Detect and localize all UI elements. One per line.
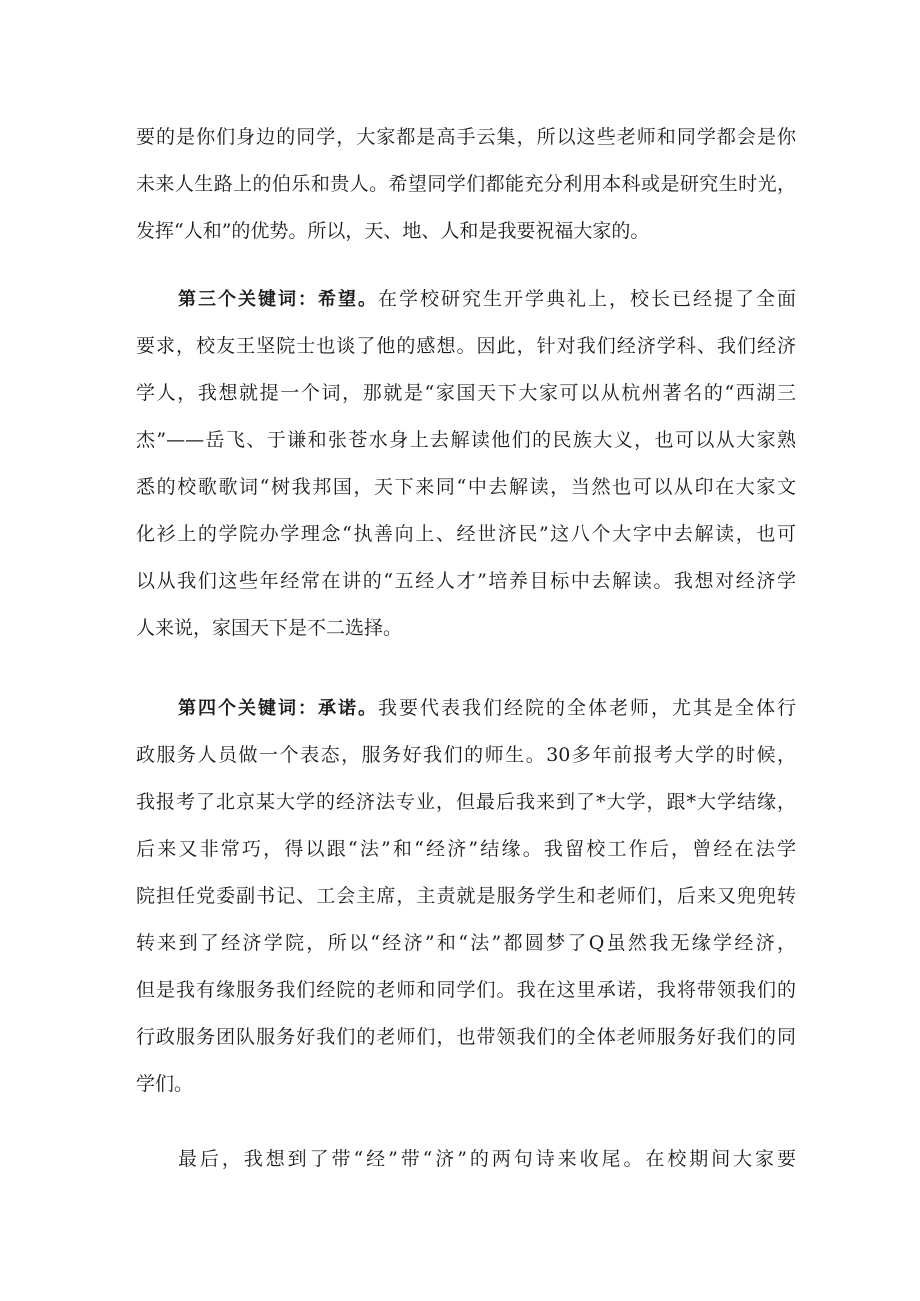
text-line: 学们。 bbox=[136, 1073, 194, 1095]
text-line: 发挥“人和”的优势。所以，天、地、人和是我要祝福大家的。 bbox=[136, 220, 650, 242]
keyword-heading: 第四个关键词：承诺。 bbox=[178, 698, 378, 719]
text-line-content: 在学校研究生开学典礼上，校长已经提了全面 bbox=[378, 288, 796, 310]
text-line-content: 我要代表我们经院的全体老师，尤其是全体行 bbox=[378, 697, 796, 719]
text-line: 悉的校歌歌词“树我邦国，天下来同“中去解读，当然也可以从印在大家文 bbox=[136, 476, 796, 498]
text-line: 未来人生路上的伯乐和贵人。希望同学们都能充分利用本科或是研究生时光， bbox=[136, 173, 796, 195]
text-line-first bbox=[136, 276, 796, 323]
paragraph-continuation bbox=[136, 114, 796, 255]
text-line: 行政服务团队服务好我们的老师们，也带领我们的全体老师服务好我们的同 bbox=[136, 1026, 796, 1048]
text-line: 我报考了北京某大学的经济法专业，但最后我来到了*大学，跟*大学结缘， bbox=[136, 791, 796, 813]
text-line: 杰”——岳飞、于谦和张苍水身上去解读他们的民族大义，也可以从大家熟 bbox=[136, 429, 796, 451]
text-line: 要的是你们身边的同学，大家都是高手云集，所以这些老师和同学都会是你 bbox=[136, 126, 796, 148]
paragraph-keyword-four bbox=[136, 685, 796, 1108]
paragraph-closing bbox=[136, 1136, 796, 1183]
text-line: 人来说，家国天下是不二选择。 bbox=[136, 617, 403, 639]
text-line: 转来到了经济学院，所以“经济”和“法”都圆梦了Q虽然我无缘学经济， bbox=[136, 932, 796, 954]
text-line-first bbox=[136, 685, 796, 732]
text-line: 最后，我想到了带“经”带“济”的两句诗来收尾。在校期间大家要 bbox=[178, 1148, 796, 1170]
text-line: 但是我有缘服务我们经院的老师和同学们。我在这里承诺，我将带领我们的 bbox=[136, 979, 796, 1001]
keyword-heading: 第三个关键词：希望。 bbox=[178, 289, 378, 310]
text-line: 学人，我想就提一个词，那就是“家国天下大家可以从杭州著名的“西湖三 bbox=[136, 382, 796, 404]
text-line: 院担任党委副书记、工会主席，主责就是服务学生和老师们，后来又兜兜转 bbox=[136, 885, 796, 907]
text-line: 以从我们这些年经常在讲的“五经人才”培养目标中去解读。我想对经济学 bbox=[136, 570, 796, 592]
text-line: 后来又非常巧，得以跟“法”和“经济”结缘。我留校工作后，曾经在法学 bbox=[136, 838, 796, 860]
text-line: 政服务人员做一个表态，服务好我们的师生。30多年前报考大学的时候， bbox=[136, 744, 796, 766]
paragraph-keyword-three bbox=[136, 276, 796, 652]
text-line: 要求，校友王坚院士也谈了他的感想。因此，针对我们经济学科、我们经济 bbox=[136, 335, 796, 357]
text-line: 化衫上的学院办学理念“执善向上、经世济民”这八个大字中去解读，也可 bbox=[136, 523, 796, 545]
